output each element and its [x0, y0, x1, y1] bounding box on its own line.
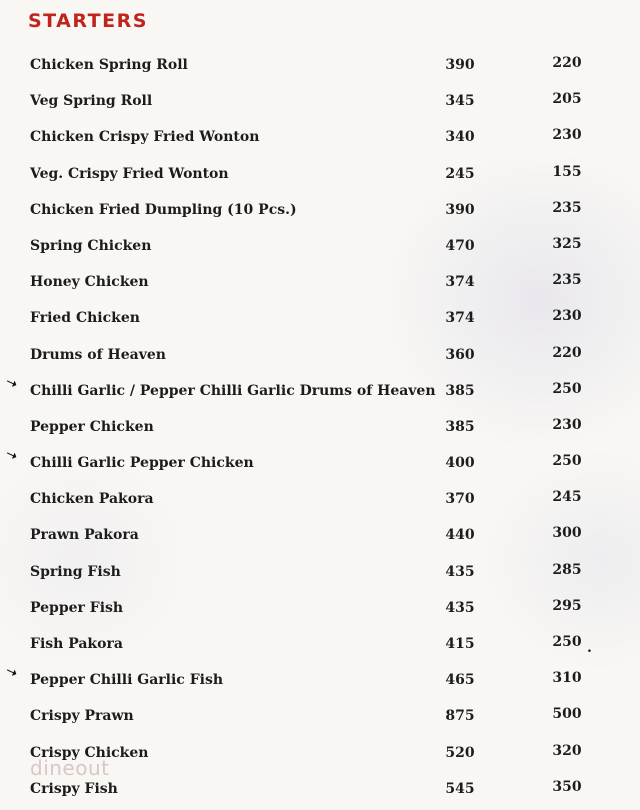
menu-item-row [0, 193, 640, 229]
spicy-marker-icon: ➝ [3, 663, 20, 682]
menu-item-price-full: 385 [445, 382, 475, 399]
menu-item-price-full: 360 [445, 346, 475, 363]
menu-item-row [0, 663, 640, 699]
menu-item-name: Chicken Pakora [30, 491, 154, 508]
menu-item-name: Honey Chicken [30, 274, 149, 291]
stray-dot: . [587, 640, 592, 656]
menu-item-name: Prawn Pakora [30, 527, 139, 544]
menu-item-price-half: 250 [552, 380, 582, 397]
spicy-marker-icon: ➝ [3, 446, 20, 465]
menu-item-price-full: 374 [445, 310, 475, 327]
menu-item-row [0, 84, 640, 120]
menu-item-price-half: 310 [552, 670, 582, 687]
menu-item-row [0, 338, 640, 374]
menu-item-price-half: 235 [552, 272, 582, 289]
menu-item-name: Drums of Heaven [30, 346, 166, 363]
menu-item-price-full: 385 [445, 418, 475, 435]
menu-item-name: Chilli Garlic / Pepper Chilli Garlic Drums of Heaven [30, 382, 436, 399]
menu-item-name: Pepper Fish [30, 599, 124, 616]
menu-item-price-full: 435 [445, 563, 475, 580]
menu-item-price-full: 545 [445, 780, 475, 797]
menu-item-name: Spring Fish [30, 563, 121, 580]
menu-item-name: Fried Chicken [30, 310, 140, 327]
menu-item-price-full: 520 [445, 744, 475, 761]
menu-item-row [0, 265, 640, 301]
menu-item-price-half: 205 [552, 91, 582, 108]
menu-item-row [0, 157, 640, 193]
menu-item-price-full: 470 [445, 237, 475, 254]
menu-item-name: Pepper Chilli Garlic Fish [30, 672, 224, 689]
menu-item-name: Crispy Chicken [30, 744, 149, 761]
menu-item-price-half: 245 [552, 489, 582, 506]
menu-item-price-half: 320 [552, 742, 582, 759]
menu-item-row [0, 446, 640, 482]
menu-item-name: Chicken Crispy Fried Wonton [30, 129, 260, 146]
menu-item-price-half: 300 [552, 525, 582, 542]
menu-item-price-half: 230 [552, 416, 582, 433]
menu-item-price-half: 500 [552, 706, 582, 723]
menu-item-price-half: 250 [552, 634, 582, 650]
menu-item-row [0, 518, 640, 554]
menu-item-price-full: 374 [445, 274, 475, 291]
menu-item-price-full: 245 [445, 165, 475, 182]
menu-item-price-full: 875 [445, 708, 475, 725]
menu-item-row [0, 120, 640, 156]
menu-item-row [0, 301, 640, 337]
menu-item-price-half: 250 [552, 453, 582, 470]
menu-item-row [0, 555, 640, 591]
menu-item-row [0, 699, 640, 735]
menu-item-price-half: 155 [552, 163, 582, 180]
menu-item-price-half: 235 [552, 199, 582, 216]
menu-item-price-full: 390 [445, 57, 475, 73]
menu-item-list [0, 48, 640, 808]
menu-item-price-full: 440 [445, 527, 475, 544]
menu-item-name: Fish Pakora [30, 636, 123, 652]
menu-item-price-half: 230 [552, 308, 582, 325]
menu-item-price-full: 370 [445, 491, 475, 508]
section-heading: STARTERS [28, 10, 148, 32]
menu-item-price-full: 345 [445, 93, 475, 110]
spicy-marker-icon: ➝ [3, 374, 20, 393]
menu-item-price-full: 465 [445, 672, 475, 689]
menu-item-price-full: 400 [445, 455, 475, 472]
menu-item-name: Chicken Spring Roll [30, 57, 188, 73]
dineout-watermark: dineout [30, 756, 110, 780]
menu-item-price-half: 295 [552, 597, 582, 614]
menu-item-name: Spring Chicken [30, 237, 152, 254]
menu-item-price-half: 220 [552, 344, 582, 361]
menu-item-price-half: 325 [552, 235, 582, 252]
menu-item-price-half: 220 [552, 55, 582, 71]
menu-item-name: Veg Spring Roll [30, 93, 153, 110]
menu-item-row [0, 229, 640, 265]
menu-item-name: Crispy Fish [30, 780, 118, 797]
menu-item-row [0, 48, 640, 84]
menu-item-name: Pepper Chicken [30, 418, 154, 435]
menu-item-row [0, 627, 640, 663]
menu-item-price-half: 285 [552, 561, 582, 578]
menu-item-row [0, 410, 640, 446]
menu-item-name: Veg. Crispy Fried Wonton [30, 165, 229, 182]
menu-item-price-full: 435 [445, 599, 475, 616]
menu-item-row [0, 482, 640, 518]
menu-item-price-half: 230 [552, 127, 582, 144]
menu-item-price-full: 340 [445, 129, 475, 146]
menu-item-name: Chicken Fried Dumpling (10 Pcs.) [30, 201, 297, 218]
menu-item-name: Chilli Garlic Pepper Chicken [30, 455, 254, 472]
menu-item-price-full: 390 [445, 201, 475, 218]
menu-item-row [0, 374, 640, 410]
menu-item-row [0, 591, 640, 627]
menu-item-price-full: 415 [445, 636, 475, 652]
menu-item-price-half: 350 [552, 778, 582, 795]
menu-item-name: Crispy Prawn [30, 708, 134, 725]
